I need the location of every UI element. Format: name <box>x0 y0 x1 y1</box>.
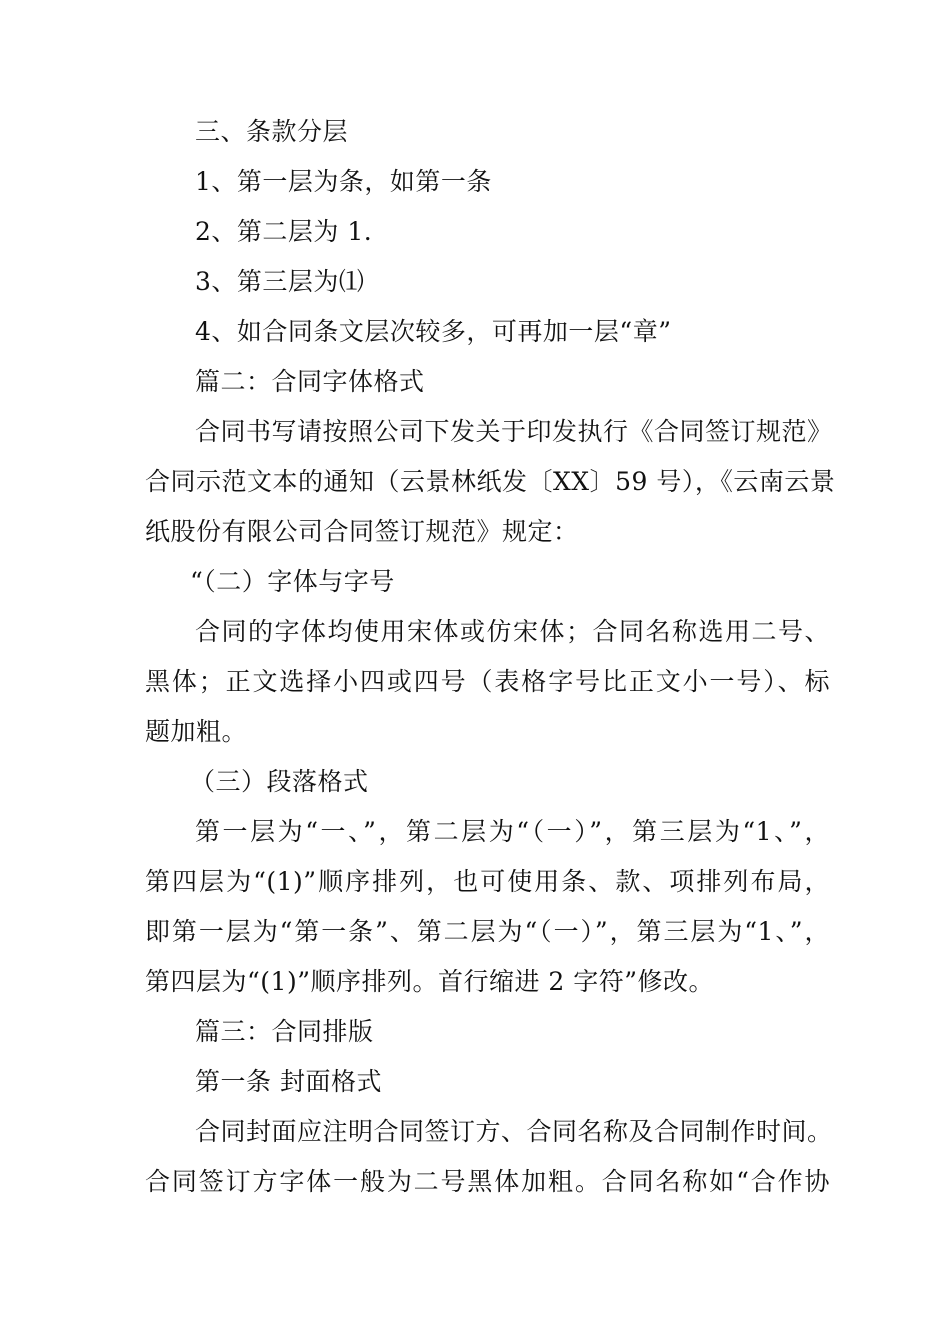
paragraph-line: 合同示范文本的通知（云景林纸发〔XX〕59 号），《云南云景 <box>145 467 836 496</box>
paragraph-line: 纸股份有限公司合同签订规范》规定： <box>145 517 579 546</box>
list-item: 4、如合同条文层次较多，可再加一层“章” <box>195 317 672 346</box>
paragraph-line: 合同签订方字体一般为二号黑体加粗。合同名称如“合作协 <box>145 1167 830 1196</box>
paragraph-line: 第四层为“(1)”顺序排列。首行缩进 2 字符”修改。 <box>145 967 715 996</box>
paragraph-line: 合同封面应注明合同签订方、合同名称及合同制作时间。 <box>195 1117 833 1146</box>
paragraph-line: 合同书写请按照公司下发关于印发执行《合同签订规范》 <box>195 417 833 446</box>
subheading-font-size: “（二）字体与字号 <box>190 567 395 596</box>
paragraph-line: 即第一层为“第一条”、第二层为“（一）”，第三层为“1、”， <box>145 917 830 946</box>
chapter-heading-font-format: 篇二：合同字体格式 <box>195 367 425 396</box>
paragraph-line: 黑体；正文选择小四或四号（表格字号比正文小一号）、标 <box>145 667 830 696</box>
list-item: 3、第三层为⑴ <box>195 267 365 296</box>
list-item: 2、第二层为 1. <box>195 217 373 246</box>
paragraph-line: 题加粗。 <box>145 717 248 746</box>
section-heading-clause-levels: 三、条款分层 <box>195 117 349 146</box>
subheading-paragraph-format: （三）段落格式 <box>190 767 369 796</box>
article-heading-cover-format: 第一条 封面格式 <box>195 1067 382 1096</box>
paragraph-line: 第一层为“一、”，第二层为“（一）”，第三层为“1、”， <box>195 817 830 846</box>
paragraph-line: 第四层为“(1)”顺序排列，也可使用条、款、项排列布局， <box>145 867 830 896</box>
chapter-heading-layout: 篇三：合同排版 <box>195 1017 374 1046</box>
paragraph-line: 合同的字体均使用宋体或仿宋体；合同名称选用二号、 <box>195 617 830 646</box>
list-item: 1、第一层为条，如第一条 <box>195 167 492 196</box>
